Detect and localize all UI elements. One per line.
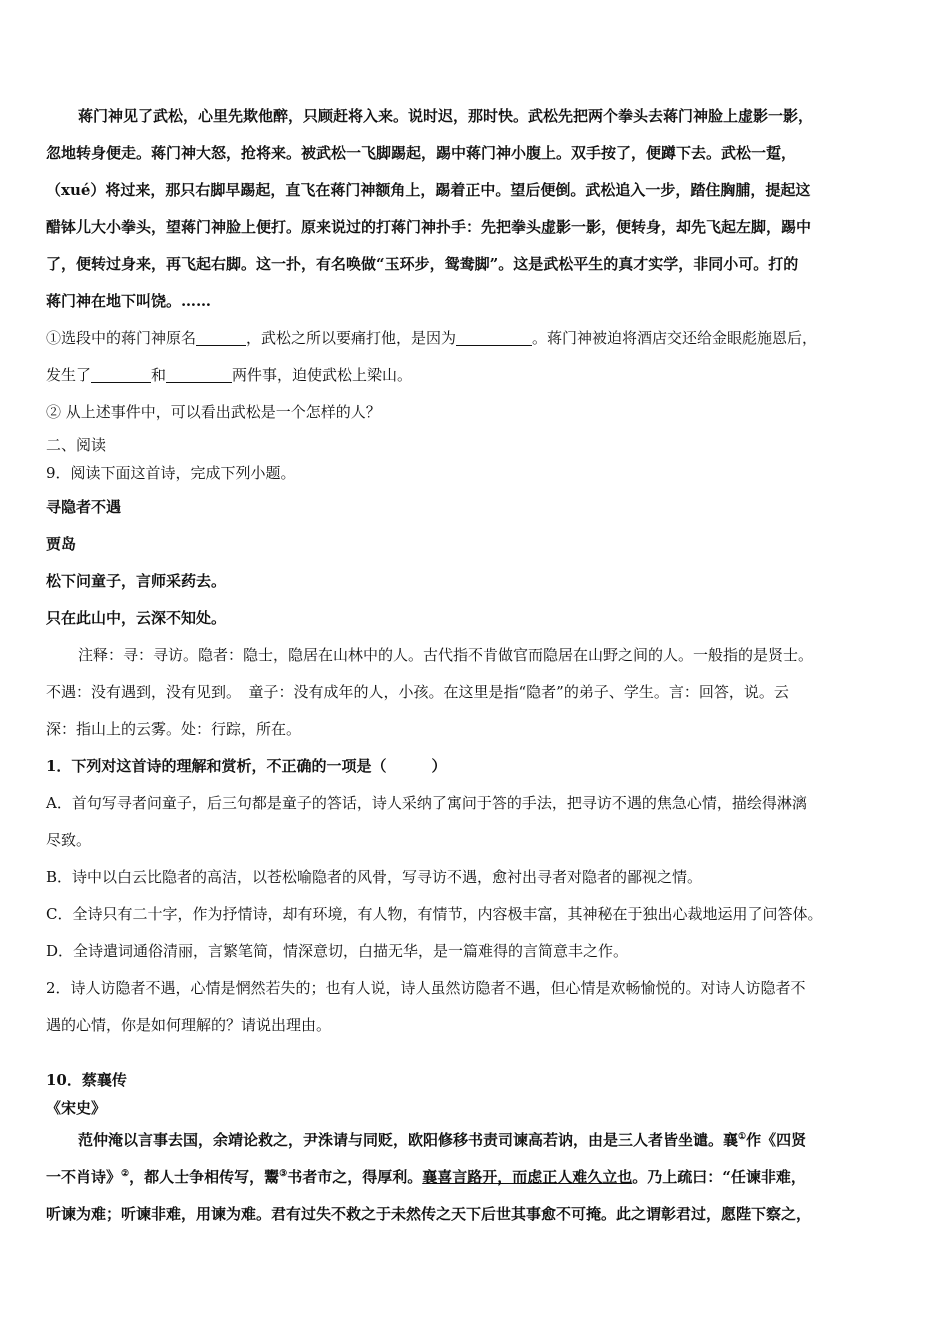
question-9-1: 1．下列对这首诗的理解和赏析，不正确的一项是（ ） [46,757,447,775]
question-10-source: 《宋史》 [46,1099,107,1117]
question-9-2-cont: 遇的心情，你是如何理解的？请说出理由。 [46,1016,332,1034]
question-9-2: 2．诗人访隐者不遇，心情是惘然若失的；也有人说，诗人虽然访隐者不遇，但心情是欢畅愉悦的。对诗人访隐者不 [46,979,806,997]
dotted-char: 市 [317,1168,333,1186]
option-a[interactable]: A．首句写寻者问童子，后三句都是童子的答话，诗人采纳了寓问于答的手法，把寻访不遇的焦急心情，描绘得淋漓 [46,794,807,812]
dotted-char: 愿 [721,1205,737,1223]
underlined-sentence: 襄喜言路开，而虑正人难久立也 [422,1168,633,1186]
poem-line: 松下问童子，言师采药去。 [46,572,227,590]
poem-author: 贾岛 [46,535,77,553]
passage-line: （xué）将过来，那只右脚早踢起，直飞在蒋门神额角上，踢着正中。望后便倒。武松追入一步，踏住胸脯，提起这 [46,181,811,199]
question-9-intro: 9．阅读下面这首诗，完成下列小题。 [46,464,296,482]
answer-blank[interactable] [166,366,232,383]
option-d[interactable]: D．全诗遣词通俗清丽，言繁笔简，情深意切，白描无华，是一篇难得的言简意丰之作。 [46,942,629,960]
document-page [46,98,904,1233]
passage-line: 蒋门神见了武松，心里先欺他醉，只顾赶将入来。说时迟，那时快。武松先把两个拳头去蒋门神脸上虚影一影， [78,107,814,125]
poem-notes: 深：指山上的云雾。处：行踪，所在。 [46,720,302,738]
passage-caixiang-line: 听谏为难；听谏非难，用谏为难。君有过失不救之于未然传之天下后世其事愈不可掩。此之谓彰君过，愿陛下察之， [46,1205,812,1223]
question-sub1-cont: 发生了 和 两件事，迫使武松上梁山。 [46,366,413,384]
option-b[interactable]: B．诗中以白云比隐者的高洁，以苍松喻隐者的风骨，写寻访不遇，愈衬出寻者对隐者的鄙视之情。 [46,868,703,886]
section-heading: 二、阅读 [46,436,107,454]
answer-blank[interactable] [456,329,532,346]
passage-caixiang-line: 范仲淹以言事去国，余靖论救之，尹洙请与同贬，欧阳修移书责司谏高若讷，由是三人者皆坐谴。襄①作《四贤 [78,1131,807,1149]
passage-caixiang-line: 一不肖诗》②，都人士争相传写，鬻③书者市之，得厚利。襄喜言路开，而虑正人难久立也。乃上疏曰：“任谏非难， [46,1168,806,1186]
passage-line: 醋钵儿大小拳头，望蒋门神脸上便打。原来说过的打蒋门神扑手：先把拳头虚影一影，便转身，却先飞起左脚，踢中 [46,218,812,236]
passage-line: 忽地转身便走。蒋门神大怒，抢将来。被武松一飞脚踢起，踢中蒋门神小腹上。双手按了，便蹲下去。武松一踅， [46,144,797,162]
passage-wusong [46,98,904,320]
option-c[interactable]: C．全诗只有二十字，作为抒情诗，却有环境，有人物，有情节，内容极丰富，其神秘在于独出心裁地运用了问答体。 [46,905,823,923]
question-sub2: ② 从上述事件中，可以看出武松是一个怎样的人？ [46,403,381,421]
question-sub1: ①选段中的蒋门神原名 ，武松之所以要痛打他，是因为 。蒋门神被迫将酒店交还给金眼彪施恩后， [46,329,818,347]
question-10-title: 10．蔡襄传 [46,1071,127,1089]
poem-title: 寻隐者不遇 [46,498,122,516]
poem-notes: 不遇：没有遇到，没有见到。 童子：没有成年的人，小孩。在这里是指“隐者”的弟子、学生。言：回答，说。云 [46,683,789,701]
answer-blank[interactable] [91,366,151,383]
passage-line: 了，便转过身来，再飞起右脚。这一扑，有名唤做“玉环步，鸳鸯脚”。这是武松平生的真才实学，非同小可。打的 [46,255,799,273]
poem-notes: 注释：寻：寻访。隐者：隐士，隐居在山林中的人。古代指不肯做官而隐居在山野之间的人。一般指的是贤士。 [78,646,814,664]
passage-line: 蒋门神在地下叫饶。…… [46,292,212,310]
poem-line: 只在此山中，云深不知处。 [46,609,227,627]
answer-blank[interactable] [196,329,246,346]
option-a-cont: 尽致。 [46,831,92,849]
